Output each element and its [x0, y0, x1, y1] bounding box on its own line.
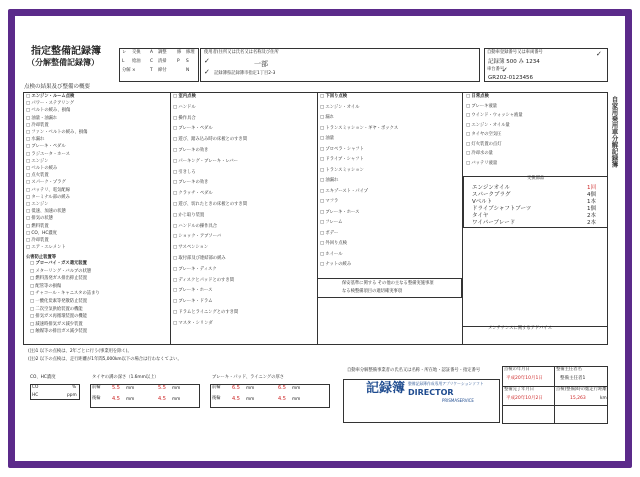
divider: [554, 366, 555, 424]
owner-value: 一部: [254, 60, 268, 68]
checklist-item: □ エンジン・オイル量: [466, 122, 510, 128]
symbol-17: N: [186, 68, 190, 73]
measure-value: 5.5: [158, 385, 166, 391]
date-table: [502, 366, 608, 424]
logo-sub: DIRECTOR: [408, 388, 454, 397]
checklist-item: □ パワー・ステアリング: [26, 101, 75, 107]
odo-label: 点検(整備)時の総走行距離: [556, 387, 607, 392]
divider: [502, 405, 608, 406]
checklist-item: □ 冷却装置: [26, 238, 49, 243]
measure-unit: mm: [126, 386, 135, 391]
part-qty: 4個: [587, 192, 596, 198]
pad-title: ブレーキ・パッド、ライニングの厚さ: [212, 375, 285, 380]
checklist-item: □ ラジエータ・ホース: [26, 151, 70, 157]
checklist-item: □ 下回り点検: [320, 94, 348, 99]
checklist-item: □ ドラムとライニングとのすき間: [173, 310, 239, 315]
checklist-item: □ 漏れ: [320, 115, 335, 120]
part-qty: 1個: [587, 206, 596, 212]
checklist-item: □ CO、HC濃度: [26, 230, 57, 236]
symbol-6: ×: [132, 68, 136, 73]
symbol-13: 修: [177, 50, 182, 55]
complete-value: 平成20年10月2日: [506, 396, 543, 401]
checklist-item: □ ブレーキ液量: [466, 103, 498, 109]
measure-unit: mm: [246, 397, 255, 402]
measure-value: 4.5: [278, 396, 286, 402]
measure-value: 4.5: [158, 396, 166, 402]
symbol-11: T: [150, 68, 153, 73]
checklist-item: □ トランスミッション: [320, 167, 364, 173]
checklist-item: □ 油漏れ: [320, 178, 339, 183]
measure-unit: mm: [172, 386, 181, 391]
checklist-item: □ マスタ・シリンダ: [173, 320, 213, 326]
checklist-item: □ ブレーキ・ドラム: [173, 299, 213, 305]
checklist-item: □ 遊び、切れたときの床板とのすき間: [173, 202, 248, 207]
row-label: 後輪: [92, 396, 101, 401]
checklist-item: □ エンジン: [26, 202, 49, 207]
checklist-item: □ 排気の状態: [26, 216, 53, 222]
checklist-item: □ 減速時排気ガス減少装置: [30, 321, 83, 327]
row-label: 前輪: [92, 385, 101, 390]
checklist-item: □ トランスミッション・ギヤ・ボックス: [320, 125, 399, 131]
checklist-item: □ 排気ガス再循環装置の機能: [30, 314, 87, 320]
checklist-item: □ ブレーキ・ホース: [320, 209, 360, 215]
row-label: 前輪: [212, 385, 221, 390]
part-name: ドライブシャフトブーツ: [472, 206, 532, 212]
measure-value: 6.5: [278, 385, 286, 391]
checklist-item: □ ディスクとパッドとのすき間: [173, 277, 234, 283]
part-qty: 1回: [587, 185, 596, 191]
checklist-item: □ ホイール: [320, 251, 343, 257]
checklist-item: □ ブレーキ・ホース: [173, 288, 213, 294]
measure-unit: mm: [292, 397, 301, 402]
symbol-9: C: [150, 59, 154, 64]
part-qty: 2本: [587, 213, 596, 219]
checklist-item: □ 遊び、踏み込み時の床板とのすき間: [173, 137, 248, 143]
checklist-item: □ 油量・油漏れ: [26, 115, 58, 121]
checklist-item: □ マフラ: [320, 199, 339, 204]
logo-main: 記録簿: [366, 381, 406, 396]
checklist-item: □ ブレーキ・ペダル: [26, 144, 66, 150]
co-label: CO、HC濃度: [30, 375, 56, 380]
chief-label: 整備主任者名: [556, 367, 582, 372]
measure-value: 5.5: [112, 385, 120, 391]
part-name: タイヤ: [472, 213, 489, 219]
checklist-item: □ ベルトの緩み: [26, 166, 58, 171]
checklist-item: □ 操作具合: [173, 115, 196, 121]
checklist-item: □ 二次空気供給装置の機能: [30, 306, 83, 312]
document-title: 指定整備記録簿: [31, 46, 101, 57]
checklist-item: □ 日常点検: [466, 94, 489, 99]
odo-unit: km: [600, 396, 607, 401]
part-name: スパークプラグ: [472, 192, 511, 198]
divider: [170, 92, 171, 345]
plate-check-icon: ✓: [596, 50, 602, 58]
maintenance-record-sheet: [22, 24, 618, 424]
odo-value: 15,263: [570, 396, 586, 401]
checklist-item: □ かじ取り装置: [173, 212, 205, 218]
checklist-item: □ ハンドル: [173, 104, 196, 110]
part-name: ワイパーブレード: [472, 220, 516, 226]
symbol-8: 調整: [158, 50, 167, 55]
checklist-item: □ ショック・アブソーバ: [173, 234, 222, 240]
checklist-item: □ チャコール・キャニスタの詰まり: [30, 291, 100, 297]
checklist-item: □ ファン・ベルトの緩み、損傷: [26, 130, 88, 135]
co-unit: %: [72, 385, 77, 390]
note-2: (注)2 以下の点検は、走行距離が1年間5,000km以下の場合は行わなくてよい。: [28, 357, 182, 362]
checklist-item: □ クラッチ・ペダル: [173, 191, 213, 197]
address-check-icon: ✓: [204, 68, 210, 76]
checklist-item: □ ドライブ・シャフト: [320, 157, 364, 162]
side-label: 自家用乗用車分解記録簿: [610, 96, 619, 168]
checklist-item: □ スパーク・プラグ: [26, 180, 66, 186]
checklist-item: □ 引きしろ: [173, 169, 196, 175]
checklist-item: □ 室内点検: [173, 94, 196, 99]
chief-value: 整備主任者1: [560, 376, 586, 381]
checklist-item: □ 配管等の損傷: [30, 283, 62, 289]
note-1: (注)1 以下の点検は、2年ごとに行う(事業用を除く)。: [28, 349, 132, 354]
measure-value: 6.5: [232, 385, 240, 391]
checklist-item: □ フレーム: [320, 220, 343, 225]
checklist-item: □ 水漏れ: [26, 137, 45, 143]
symbol-12: 締付: [158, 68, 167, 73]
chassis-check-icon: ✓: [502, 66, 508, 74]
section-title: 点検の結果及び整備の概要: [24, 84, 91, 90]
date-value: 平成20年10月1日: [506, 376, 543, 381]
checklist-item: □ バッテリ、電気配線: [26, 187, 70, 193]
date-label: 点検の年月日: [504, 367, 530, 372]
symbol-7: A: [150, 50, 153, 55]
owner-label: 使用者(住所又は氏名又は名称及び住所: [204, 50, 279, 55]
safety-notes-sub: なる検整備項目の適切確実事項: [342, 289, 403, 294]
checklist-item: □ バッテリ液量: [466, 160, 498, 166]
symbol-10: 清掃: [158, 59, 167, 64]
symbol-5: 分解: [122, 68, 131, 73]
checklist-item: □ ターミナル部の緩み: [26, 194, 70, 200]
part-qty: 2本: [587, 220, 596, 226]
measure-unit: mm: [126, 397, 135, 402]
checklist-item: □ 点火装置: [26, 173, 49, 179]
checklist-item: □ エンジン: [26, 158, 49, 164]
symbol-14: 修理: [186, 50, 195, 55]
measure-unit: mm: [292, 386, 301, 391]
checklist-item: □ タイヤの空気圧: [466, 132, 502, 137]
checklist-item: □ プロペラ・シャフト: [320, 146, 365, 152]
document-subtitle: （分解整備記録簿）: [27, 58, 99, 67]
hc-row-label: HC: [32, 393, 39, 398]
part-name: エンジンオイル: [472, 185, 510, 191]
checklist-item: □ ブローバイ・ガス還元装置: [30, 261, 87, 266]
pad-table: [210, 384, 330, 408]
logo-caption: 整備記録簿作成専用アプリケーションソフト: [408, 381, 484, 386]
symbol-2: 交換: [132, 50, 141, 55]
checklist-item: □ 一酸化炭素等発散防止装置: [30, 299, 87, 304]
checklist-item: □ 燃料装置: [26, 223, 49, 229]
shop-label: 自動車分解整備事業者の氏名又は名称・所在地・認証番号・指定番号: [347, 368, 481, 373]
divider: [317, 92, 318, 345]
checklist-item: □ エア・エレメント: [26, 245, 66, 251]
chassis-value: GR202-0123456: [488, 75, 534, 81]
checklist-item: □ ベルトの緩み、損傷: [26, 108, 71, 114]
row-label: 後輪: [212, 396, 221, 401]
checklist-item: □ ブレーキの効き: [173, 148, 209, 153]
plate-label: 自動車登録番号又は車両番号: [487, 50, 543, 55]
checklist-item: □ 燃料蒸発ガス排出抑止装置: [30, 276, 87, 282]
logo-brand: PRISMASERVICE: [442, 398, 474, 403]
measure-unit: mm: [246, 386, 255, 391]
checklist-item: □ パーキング・ブレーキ・レバー: [173, 158, 238, 164]
checklist-item: □ エキゾースト・パイプ: [320, 188, 369, 194]
checklist-item: □ エンジン・ルーム点検: [26, 94, 75, 99]
checklist-item: □ 冷却水の量: [466, 151, 493, 156]
part-qty: 1本: [587, 199, 596, 205]
measure-value: 4.5: [232, 396, 240, 402]
complete-label: 整備完了年月日: [504, 387, 535, 392]
owner-check-icon: ✓: [204, 57, 210, 65]
checklist-item: □ ブレーキの効き: [173, 180, 209, 186]
hc-unit: ppm: [67, 393, 77, 398]
pollution-section-title: 公害防止装置等: [26, 255, 57, 260]
symbol-4: 給油: [132, 59, 141, 64]
maintenance-advice-title: メンテナンスに関するアドバイス: [488, 326, 552, 331]
checklist-item: □ 灯火装置の点灯: [466, 141, 502, 147]
measure-value: 4.5: [112, 396, 120, 402]
checklist-item: □ ブレーキ・ペダル: [173, 126, 213, 132]
checklist-item: □ サスペンション: [173, 245, 209, 251]
symbol-3: L: [122, 59, 125, 64]
part-name: Vベルト: [472, 199, 493, 205]
co-row-label: CO: [32, 385, 39, 390]
checklist-item: □ エンジン・オイル: [320, 104, 360, 110]
symbol-16: S: [186, 59, 189, 64]
checklist-item: □ ウインド・ウォッシャ液量: [466, 113, 523, 118]
tire-table: [90, 384, 200, 408]
checklist-item: □ 触媒等の排出ガス減少装置: [30, 329, 87, 335]
checklist-item: □ 油量: [320, 136, 335, 141]
symbol-15: P: [177, 59, 180, 64]
checklist-item: □ ナットの緩み: [320, 262, 352, 267]
checklist-item: □ 取付部及び連結部の緩み: [173, 256, 226, 261]
checklist-item: □ 外回り点検: [320, 241, 347, 246]
parts-header: 交換部品: [527, 176, 545, 181]
plate-value: 記録簿 500 み 1234: [488, 59, 540, 65]
symbol-1: レ: [122, 50, 127, 55]
owner-address: 記録簿県記録簿市指定1丁目2-3: [214, 71, 276, 76]
checklist-item: □ ハンドルの操作具合: [173, 223, 218, 229]
safety-notes-title: 保安基準に関する その他の主なる整備実施事項: [342, 281, 434, 286]
checklist-item: □ 冷却装置: [26, 122, 49, 128]
checklist-item: □ メターリング・バルブの状態: [30, 268, 92, 274]
tire-title: タイヤの溝の深さ（1.6mm以上）: [92, 375, 159, 380]
measure-unit: mm: [172, 397, 181, 402]
chassis-label: 車台番号: [487, 67, 505, 72]
checklist-item: □ ボデー: [320, 230, 339, 236]
checklist-item: □ 低速、加速の状態: [26, 209, 66, 215]
checklist-item: □ ブレーキ・ディスク: [173, 266, 217, 272]
